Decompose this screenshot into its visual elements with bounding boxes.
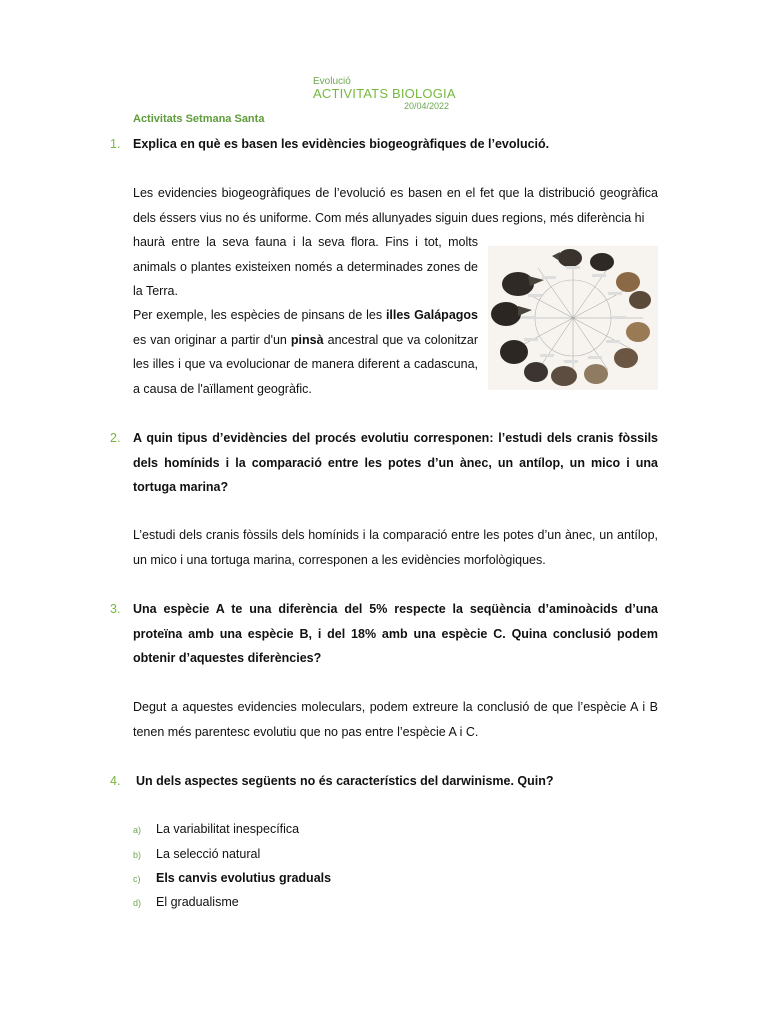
question-2-number: 2. — [110, 431, 121, 445]
question-1 — [110, 132, 658, 157]
answer-1-text-a: Per exemple, les espècies de pinsans de les — [133, 308, 386, 322]
option-c — [133, 869, 331, 888]
option-a-text: La variabilitat inespecífica — [156, 822, 300, 836]
answer-1-paragraph-1: Les evidencies biogeogràfiques de l’evolució es basen en el fet que la distribució geogràfica dels éssers vius no és uniforme. Com més allunyades siguin dues regions, més diferència hi — [133, 186, 658, 225]
answer-3: Degut a aquestes evidencies moleculars, podem extreure la conclusió de que l’espècie A i B tenen més parentesc evolutiu que no pas entre l’espècie A i C. — [133, 700, 658, 739]
question-3-text: Una espècie A te una diferència del 5% respecte la seqüència d’aminoàcids d’una proteïna amb una espècie B, i del 18% amb una espècie C. Quina conclusió podem obtenir d’aquestes diferències? — [133, 602, 658, 665]
question-3-number: 3. — [110, 602, 121, 616]
answer-1-pinsa: pinsà — [290, 332, 324, 347]
option-b — [133, 845, 260, 864]
question-1-number: 1. — [110, 137, 121, 151]
question-1-text: Explica en què es basen les evidències biogeogràfiques de l’evolució. — [133, 137, 550, 151]
question-2-text: A quin tipus d’evidències del procés evolutiu corresponen: l’estudi dels cranis fòssils dels homínids i la comparació entre les potes d’un ànec, un antílop, un mico i una tortuga marina? — [133, 431, 658, 494]
answer-1-paragraph-2: haurà entre la seva fauna i la seva flora. Fins i tot, molts animals o plantes existeixen només a determinades zones de la Terra. — [133, 235, 478, 298]
answer-1-text-e: ancestral que va colonitzar les illes i que va evolucionar de manera diferent a cadascuna, a causa de l'aïllament geogràfic. — [133, 332, 478, 396]
option-d-letter: d) — [133, 898, 142, 908]
option-a — [133, 820, 299, 839]
galapagos-finches-image — [488, 246, 658, 390]
header-title: ACTIVITATS BIOLOGIA — [313, 86, 456, 101]
option-d-text: El gradualisme — [156, 895, 239, 909]
option-c-text: Els canvis evolutius graduals — [156, 871, 332, 885]
header-date: 20/04/2022 — [404, 101, 450, 111]
option-a-letter: a) — [133, 825, 142, 835]
header-subtitle: Activitats Setmana Santa — [133, 113, 265, 125]
question-2 — [110, 426, 658, 500]
option-d — [133, 893, 239, 912]
header-subject: Evolució — [313, 76, 351, 87]
answer-2: L’estudi dels cranis fòssils dels homínids i la comparació entre les potes d’un ànec, un antílop, un mico i una tortuga marina, corresponen a les evidències morfològiques. — [133, 528, 658, 567]
option-b-text: La selecció natural — [156, 847, 261, 861]
question-4-text: Un dels aspectes següents no és característics del darwinisme. Quin? — [136, 774, 554, 788]
question-4-number: 4. — [110, 774, 121, 788]
answer-1-text-c: es van originar a partir d'un — [133, 332, 291, 347]
question-3 — [110, 597, 658, 671]
answer-1-galapagos: illes Galápagos — [385, 308, 478, 322]
option-b-letter: b) — [133, 850, 142, 860]
option-c-letter: c) — [133, 874, 141, 884]
answer-1-paragraph-3 — [133, 303, 478, 401]
question-4 — [110, 769, 658, 794]
